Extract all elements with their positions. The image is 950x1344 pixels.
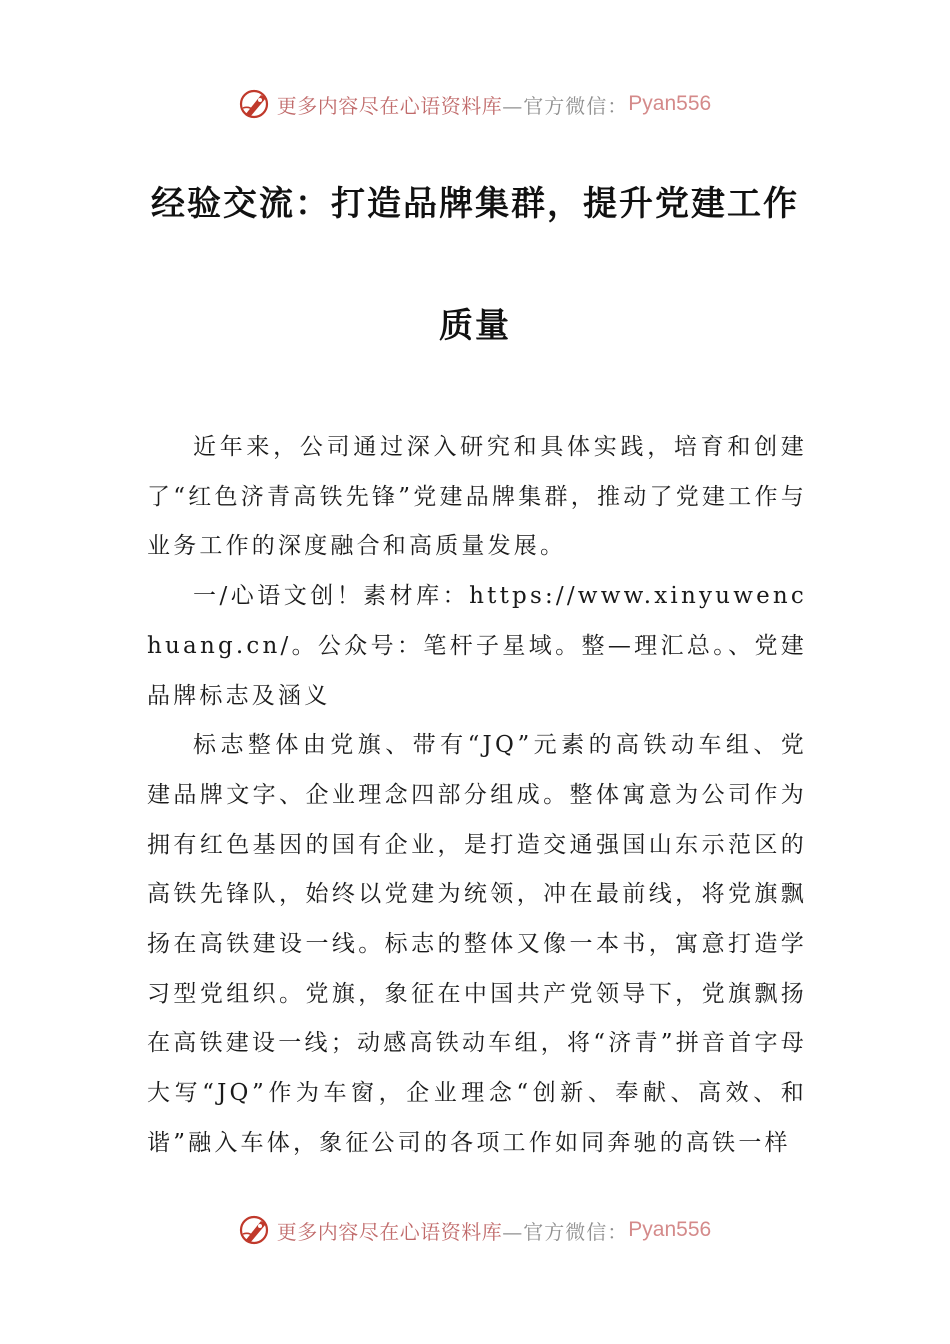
promo-text: 更多内容尽在心语资料库: [276, 1219, 503, 1244]
wechat-id: Pyan556: [628, 1218, 712, 1241]
paragraph-section-heading: 一/心语文创！素材库：https://www.xinyuwenchuang.cn/。公众号：笔杆子星域。整—理汇总。、党建品牌标志及涵义: [147, 583, 807, 709]
document-title-line2: 质量: [439, 306, 511, 346]
pen-nib-logo-icon: [239, 1214, 271, 1246]
paragraph-intro: 近年来，公司通过深入研究和具体实践，培育和创建了“红色济青高铁先锋”党建品牌集群，推动了党建工作与业务工作的深度融合和高质量发展。: [147, 434, 807, 560]
document-title-line1: 经验交流：打造品牌集群，提升党建工作: [151, 184, 799, 224]
contact-label: —官方微信：: [502, 1219, 629, 1244]
contact-label: —官方微信：: [502, 93, 629, 118]
wechat-id: Pyan556: [628, 92, 712, 115]
footer-banner: [0, 1210, 950, 1250]
pen-nib-logo-icon: [239, 88, 271, 120]
header-banner: [0, 84, 950, 124]
promo-text: 更多内容尽在心语资料库: [276, 93, 503, 118]
document-body: [147, 423, 807, 1169]
paragraph-logo-description: 标志整体由党旗、带有“JQ”元素的高铁动车组、党建品牌文字、企业理念四部分组成。整体寓意为公司作为拥有红色基因的国有企业，是打造交通强国山东示范区的高铁先锋队，始终以党建为统领，冲在最前线，将党旗飘扬在高铁建设一线。标志的整体又像一本书，寓意打造学习型党组织。党旗，象征在中国共产党领导下，党旗飘扬在高铁建设一线；动感高铁动车组，将“济青”拼音首字母大写“JQ”作为车窗，企业理念“创新、奉献、高效、和谐”融入车体，象征公司的各项工作如同奔驰的高铁一样: [147, 732, 807, 1156]
